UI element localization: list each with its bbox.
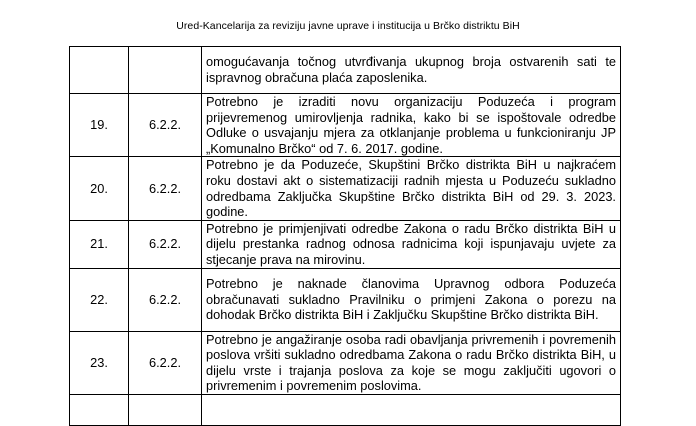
row-reference: 6.2.2. (129, 157, 202, 220)
recommendations-table (69, 46, 621, 426)
table-row (70, 157, 621, 220)
row-number: 22. (70, 268, 129, 331)
row-number: 20. (70, 157, 129, 220)
table-row (70, 94, 621, 157)
row-number: 21. (70, 220, 129, 268)
table-row (70, 331, 621, 394)
row-text: Potrebno je naknade članovima Upravnog odbora Poduzeća obračunavati sukladno Pravilniku o primjeni Zakona o porezu na dohodak Brčko distrikta BiH i Zaključku Skupštine Brčko distrikta BiH. (202, 268, 621, 331)
row-number (70, 394, 129, 425)
table-row (70, 47, 621, 94)
row-reference (129, 394, 202, 425)
table-row (70, 220, 621, 268)
row-number (70, 47, 129, 94)
row-text: omogućavanja točnog utvrđivanja ukupnog broja ostvarenih sati te ispravnog obračuna plaća zaposlenika. (202, 47, 621, 94)
row-reference (129, 47, 202, 94)
page-header: Ured-Kancelarija za reviziju javne uprave i institucija u Brčko distriktu BiH (176, 20, 520, 32)
row-reference: 6.2.2. (129, 268, 202, 331)
row-reference: 6.2.2. (129, 220, 202, 268)
row-text: Potrebno je da Poduzeće, Skupštini Brčko distrikta BiH u najkraćem roku dostavi akt o sistematizaciji radnih mjesta u Poduzeću sukladno odredbama Zaključka Skupštine Brčko distrikta BiH od 29. 3. 2023. godine. (202, 157, 621, 220)
row-reference: 6.2.2. (129, 331, 202, 394)
row-reference: 6.2.2. (129, 94, 202, 157)
table-row (70, 268, 621, 331)
row-number: 19. (70, 94, 129, 157)
row-text (202, 394, 621, 425)
row-text: Potrebno je angažiranje osoba radi obavljanja privremenih i povremenih poslova vršiti sukladno odredbama Zakona o radu Brčko distrikta BiH, u dijelu vrste i trajanja poslova za koje se mogu zaključiti ugovori o privremenim i povremenim poslovima. (202, 331, 621, 394)
row-text: Potrebno je izraditi novu organizaciju Poduzeća i program prijevremenog umirovljenja radnika, kako bi se ispoštovale odredbe Odluke o usvajanju mjera za otklanjanje problema u funkcioniranju JP „Komunalno Brčko“ od 7. 6. 2017. godine. (202, 94, 621, 157)
table-row (70, 394, 621, 425)
row-number: 23. (70, 331, 129, 394)
row-text: Potrebno je primjenjivati odredbe Zakona o radu Brčko distrikta BiH u dijelu prestanka radnog odnosa radnicima koji ispunjavaju uvjete za stjecanje prava na mirovinu. (202, 220, 621, 268)
